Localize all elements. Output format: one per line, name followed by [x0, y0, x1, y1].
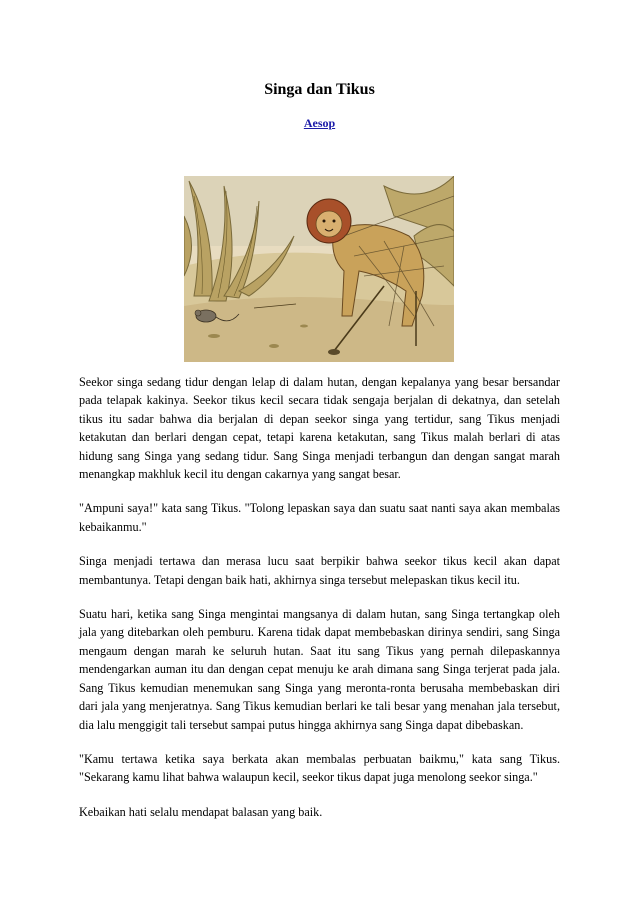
author-link[interactable]: Aesop — [303, 116, 336, 130]
paragraph: "Ampuni saya!" kata sang Tikus. "Tolong lepaskan saya dan suatu saat nanti saya akan membalas kebaikanmu." — [79, 501, 560, 534]
paragraph: Singa menjadi tertawa dan merasa lucu saat berpikir bahwa seekor tikus kecil akan dapat membantunya. Tetapi dengan baik hati, akhirnya singa tersebut melepaskan tikus kecil itu. — [79, 554, 560, 587]
paragraph: Suatu hari, ketika sang Singa mengintai mangsanya di dalam hutan, sang Singa tertangkap oleh jala yang ditebarkan oleh pemburu. Karena tidak dapat membebaskan dirinya sendiri, sang Singa mengaum dengan marah ke seluruh hutan. Saat itu sang Tikus yang pernah dilepaskannya mendengarkan auman itu dan dengan cepat menuju ke arah dimana sang Singa terjerat pada jala. Sang Tikus kemudian menemukan sang Singa yang meronta-ronta berusaha membebaskan diri dari jala yang menjeratnya. Sang Tikus kemudian berlari ke tali besar yang menahan jala tersebut, dia lalu menggigit tali tersebut sampai putus hingga akhirnya sang Singa dapat dibebaskan. — [79, 607, 560, 732]
story-body — [79, 373, 560, 837]
paragraph: Seekor singa sedang tidur dengan lelap di dalam hutan, dengan kepalanya yang besar bersandar pada telapak kakinya. Seekor tikus kecil secara tidak sengaja berjalan di dekatnya, dan setelah tikus itu sadar bahwa dia berjalan di depan seekor singa yang tertidur, sang Tikus menjadi ketakutan dan berlari dengan cepat, tetapi karena ketakutan, sang Tikus malah berlari di atas hidung sang Singa yang sedang tidur. Sang Singa menjadi terbangun dan dengan sangat marah menangkap makhluk kecil itu dengan cakarnya yang sangat besar. — [79, 375, 560, 482]
lion-and-mouse-illustration — [184, 176, 454, 362]
page-title: Singa dan Tikus — [264, 81, 375, 98]
author-byline — [79, 116, 560, 130]
paragraph: "Kamu tertawa ketika saya berkata akan membalas perbuatan baikmu," kata sang Tikus. "Sekarang kamu lihat bahwa walaupun kecil, seekor tikus dapat juga menolong seekor singa." — [79, 751, 560, 785]
paragraph: Kebaikan hati selalu mendapat balasan yang baik. — [79, 804, 323, 819]
